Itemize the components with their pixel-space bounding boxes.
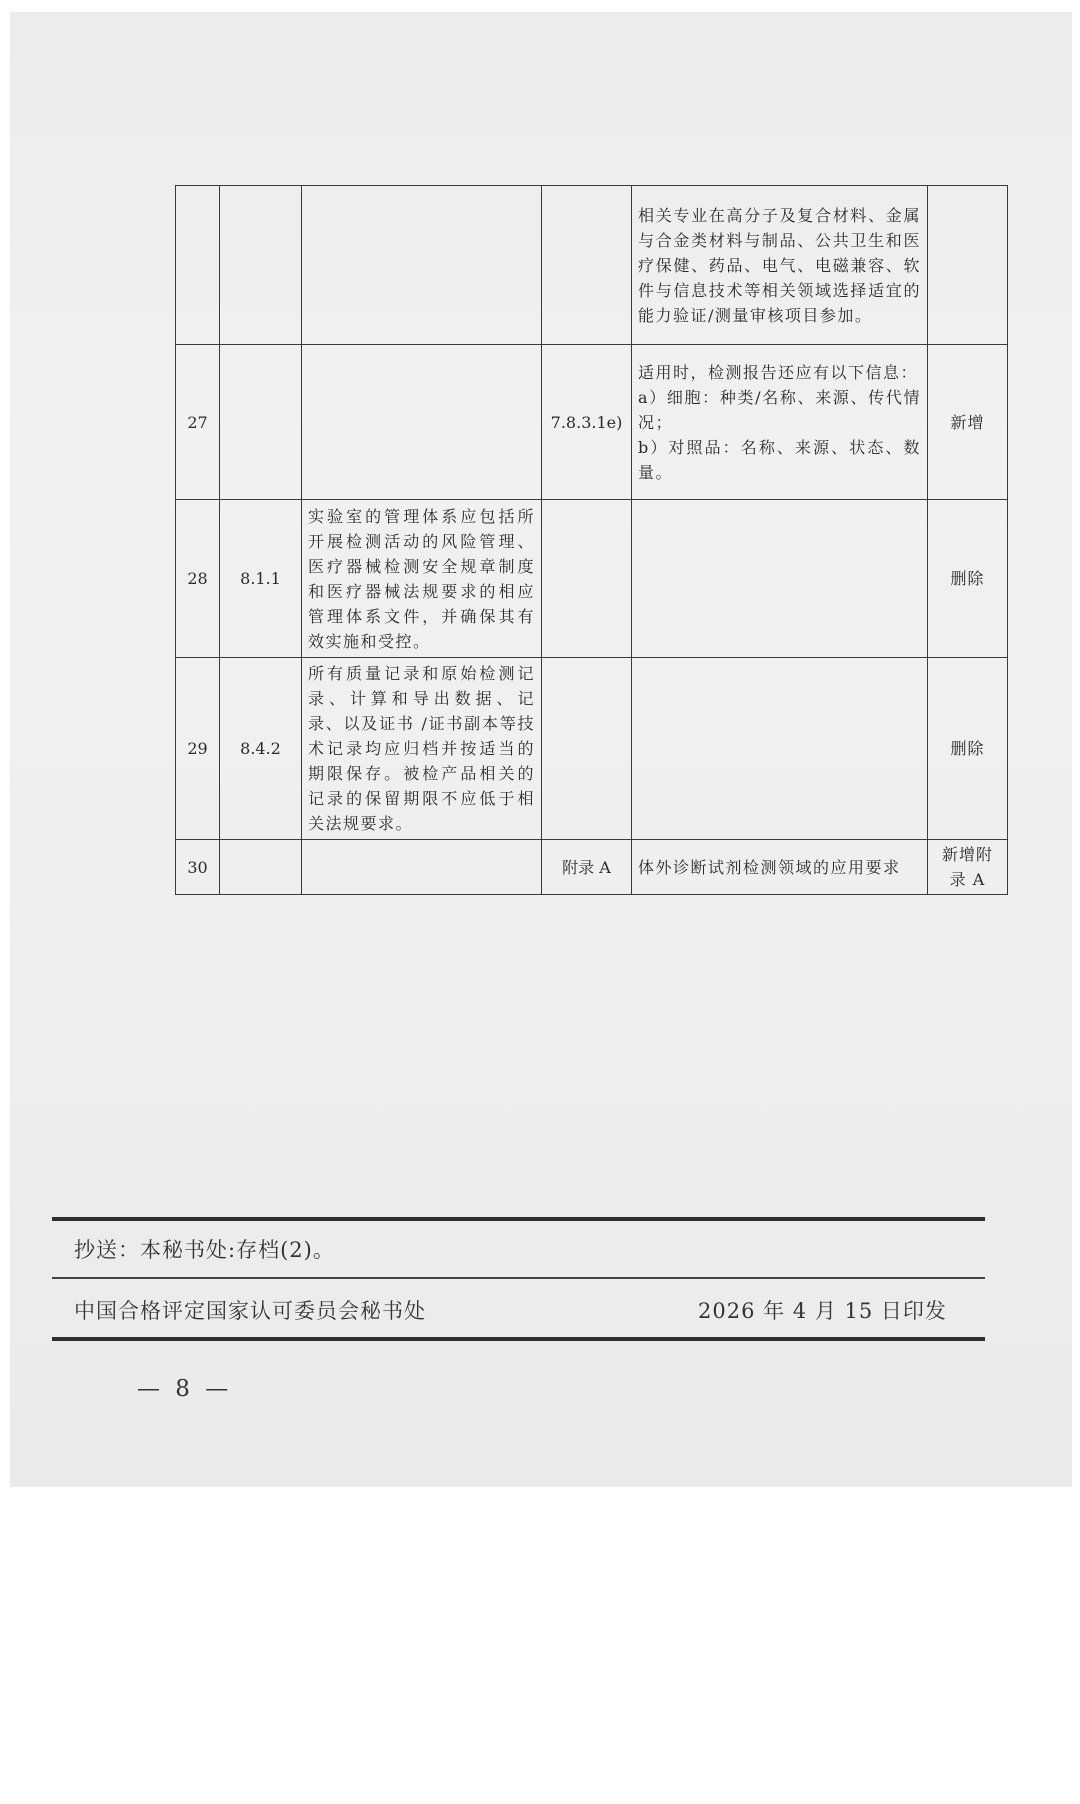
revised-text	[632, 658, 928, 840]
change-note: 删除	[928, 658, 1008, 840]
table-row	[176, 840, 1008, 895]
page-number: — 8 —	[137, 1376, 233, 1402]
original-clause	[220, 186, 302, 345]
footer-top-rule	[52, 1217, 985, 1221]
revised-clause: 附录 A	[542, 840, 632, 895]
row-number: 30	[176, 840, 220, 895]
original-text	[302, 840, 542, 895]
original-clause: 8.1.1	[220, 500, 302, 658]
footer-bottom-rule	[52, 1337, 985, 1341]
row-number	[176, 186, 220, 345]
revised-clause	[542, 500, 632, 658]
revised-text: 相关专业在高分子及复合材料、金属与合金类材料与制品、公共卫生和医疗保健、药品、电气、电磁兼容、软件与信息技术等相关领域选择适宜的能力验证/测量审核项目参加。	[632, 186, 928, 345]
table-row	[176, 658, 1008, 840]
revised-text	[632, 345, 928, 500]
original-text: 实验室的管理体系应包括所开展检测活动的风险管理、医疗器械检测安全规章制度和医疗器械法规要求的相应管理体系文件，并确保其有效实施和受控。	[302, 500, 542, 658]
issuer-name: 中国合格评定国家认可委员会秘书处	[74, 1299, 426, 1323]
row-number: 29	[176, 658, 220, 840]
change-note	[928, 186, 1008, 345]
row-number: 27	[176, 345, 220, 500]
cc-line: 抄送：本秘书处:存档(2)。	[74, 1238, 335, 1262]
table-row	[176, 500, 1008, 658]
revised-clause	[542, 658, 632, 840]
original-text	[302, 345, 542, 500]
change-note: 新增附录 A	[928, 840, 1008, 895]
revised-text-content: 适用时，检测报告还应有以下信息： a）细胞：种类/名称、来源、传代情况； b）对照品：名称、来源、状态、数量。	[638, 362, 921, 482]
revised-clause: 7.8.3.1e)	[542, 345, 632, 500]
change-note: 删除	[928, 500, 1008, 658]
revised-clause	[542, 186, 632, 345]
revised-text	[632, 500, 928, 658]
original-text	[302, 186, 542, 345]
change-note: 新增	[928, 345, 1008, 500]
original-clause	[220, 345, 302, 500]
footer-middle-rule	[52, 1277, 985, 1279]
table-row	[176, 345, 1008, 500]
original-clause: 8.4.2	[220, 658, 302, 840]
original-clause	[220, 840, 302, 895]
revised-text: 体外诊断试剂检测领域的应用要求	[632, 840, 928, 895]
revision-table	[175, 185, 1008, 895]
issue-date: 2026 年 4 月 15 日印发	[698, 1299, 947, 1323]
row-number: 28	[176, 500, 220, 658]
original-text: 所有质量记录和原始检测记录、计算和导出数据、记录、以及证书 /证书副本等技术记录均应归档并按适当的期限保存。被检产品相关的记录的保留期限不应低于相关法规要求。	[302, 658, 542, 840]
table-row	[176, 186, 1008, 345]
